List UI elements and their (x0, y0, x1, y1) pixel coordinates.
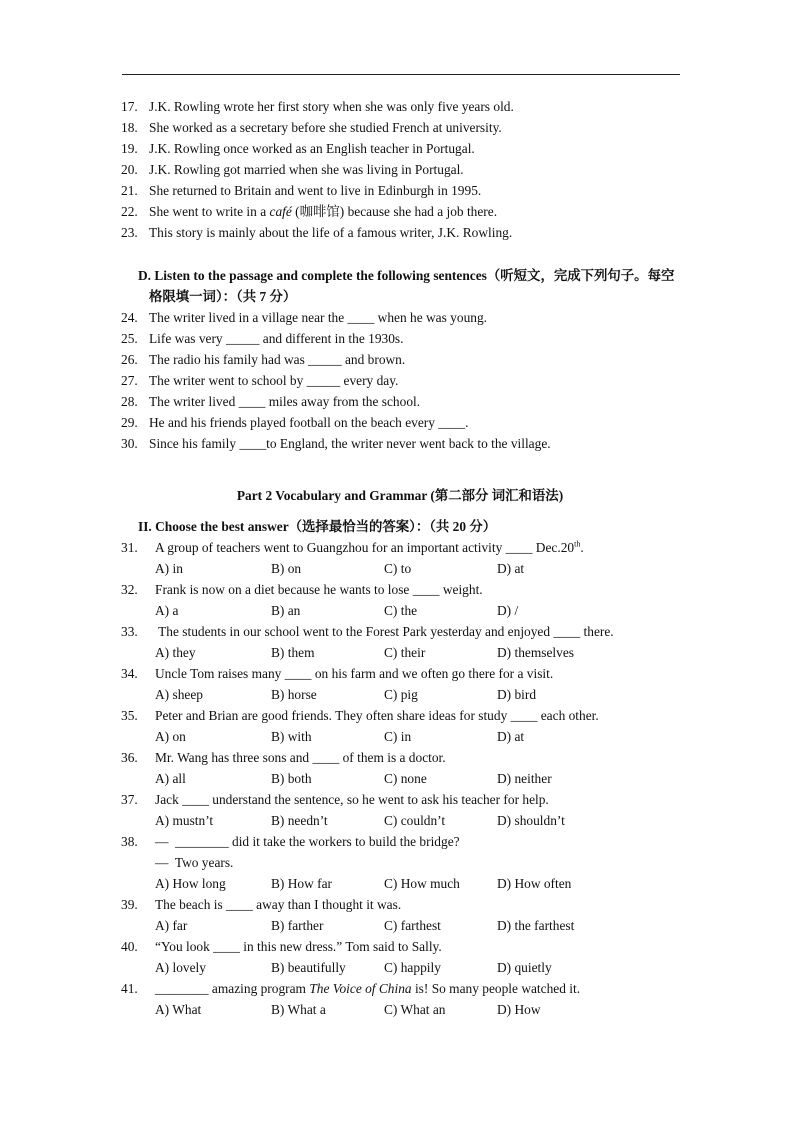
option: B) How far (271, 876, 332, 891)
option: C) their (384, 645, 426, 660)
option: A) lovely (155, 960, 206, 975)
section-d-heading-cont: 格限填一词）：（共 7 分） (149, 289, 297, 304)
option: C) happily (384, 960, 441, 975)
option: C) pig (384, 687, 418, 702)
option: C) none (384, 771, 427, 786)
option: C) How much (384, 876, 460, 891)
option: D) quietly (497, 960, 552, 975)
option: C) to (384, 561, 412, 576)
option: D) themselves (497, 645, 574, 660)
option: B) What a (271, 1002, 326, 1017)
option: A) sheep (155, 687, 203, 702)
header-rule (122, 74, 680, 75)
option: C) the (384, 603, 418, 618)
option: D) the farthest (497, 918, 575, 933)
part2-title: Part 2 Vocabulary and Grammar (第二部分 词汇和语法) (236, 488, 564, 503)
option: A) they (155, 645, 196, 660)
option: A) in (155, 561, 183, 576)
option: A) a (155, 603, 179, 618)
option: C) What an (384, 1002, 446, 1017)
option: D) bird (497, 687, 537, 702)
option: B) on (271, 561, 302, 576)
option: C) couldn’t (384, 813, 446, 828)
option: D) / (497, 603, 519, 618)
option: D) shouldn’t (497, 813, 565, 828)
option: D) at (497, 729, 525, 744)
option: B) horse (271, 687, 317, 702)
section-d-heading: D. Listen to the passage and complete the following sentences（听短文，完成下列句子。每空 (138, 268, 675, 283)
option: B) farther (271, 918, 324, 933)
option: D) How (497, 1002, 541, 1017)
section-ii-heading: II. Choose the best answer（选择最恰当的答案）：（共 20 分） (138, 519, 497, 534)
option: A) mustn’t (155, 813, 214, 828)
option: D) at (497, 561, 525, 576)
option: B) them (271, 645, 315, 660)
option: D) neither (497, 771, 552, 786)
option: C) farthest (384, 918, 441, 933)
option: A) What (155, 1002, 202, 1017)
option: B) an (271, 603, 301, 618)
option: B) beautifully (271, 960, 346, 975)
option: A) far (155, 918, 188, 933)
option: B) with (271, 729, 312, 744)
dialogue-reply: — Two years. (155, 855, 234, 870)
option: B) needn’t (271, 813, 328, 828)
option: D) How often (497, 876, 572, 891)
option: A) on (155, 729, 186, 744)
option: A) How long (155, 876, 226, 891)
option: C) in (384, 729, 412, 744)
option: B) both (271, 771, 312, 786)
option: A) all (155, 771, 186, 786)
